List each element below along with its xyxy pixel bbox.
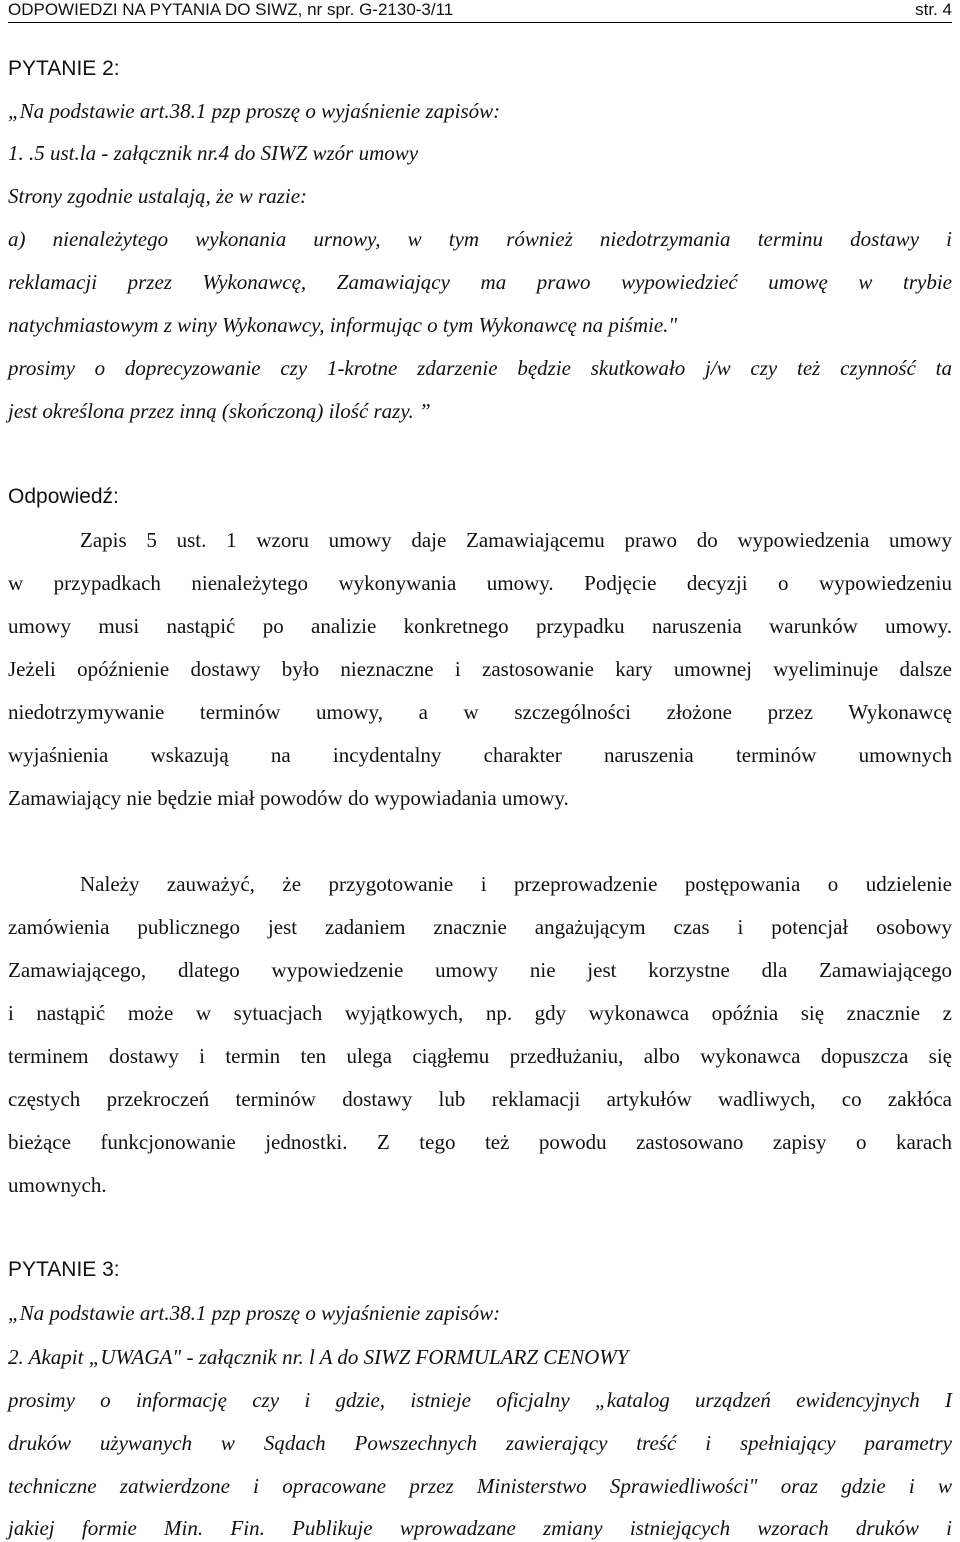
header-title: ODPOWIEDZI NA PYTANIA DO SIWZ, nr spr. G-2130-3/11 <box>8 0 454 19</box>
answer-line: i nastąpić może w sytuacjach wyjątkowych, np. gdy wykonawca opóźnia się znacznie z <box>8 1001 952 1025</box>
answer-line: terminem dostawy i termin ten ulega ciągłemu przedłużaniu, albo wykonawca dopuszcza się <box>8 1044 952 1068</box>
page-header <box>8 0 952 23</box>
question-3-line: „Na podstawie art.38.1 pzp proszę o wyjaśnienie zapisów: <box>8 1301 501 1325</box>
answer-line: Jeżeli opóźnienie dostawy było nieznaczne i zastosowanie kary umownej wyeliminuje dalsze <box>8 657 952 681</box>
question-3-line: jakiej formie Min. Fin. Publikuje wprowadzane zmiany istniejących wzorach druków i <box>8 1516 952 1540</box>
page-number: str. 4 <box>915 0 952 19</box>
answer-line: niedotrzymywanie terminów umowy, a w szczególności złożone przez Wykonawcę <box>8 700 952 724</box>
question-2-line: 1. .5 ust.la - załącznik nr.4 do SIWZ wzór umowy <box>8 141 419 165</box>
question-2-line: reklamacji przez Wykonawcę, Zamawiający ma prawo wypowiedzieć umowę w trybie <box>8 270 952 294</box>
question-2-line: natychmiastowym z winy Wykonawcy, informując o tym Wykonawcę na piśmie." <box>8 313 678 337</box>
answer-line: bieżące funkcjonowanie jednostki. Z tego też powodu zastosowano zapisy o karach <box>8 1130 952 1154</box>
answer-line: Zapis 5 ust. 1 wzoru umowy daje Zamawiającemu prawo do wypowiedzenia umowy <box>80 528 952 552</box>
answer-line: zamówienia publicznego jest zadaniem znacznie angażującym czas i potencjał osobowy <box>8 915 952 939</box>
answer-line: wyjaśnienia wskazują na incydentalny charakter naruszenia terminów umownych <box>8 743 952 767</box>
question-3-line: druków używanych w Sądach Powszechnych zawierający treść i spełniający parametry <box>8 1431 952 1455</box>
answer-heading: Odpowiedź: <box>8 485 119 508</box>
question-2-line: prosimy o doprecyzowanie czy 1-krotne zdarzenie będzie skutkowało j/w czy też czynność ta <box>8 356 952 380</box>
answer-line: Zamawiający nie będzie miał powodów do wypowiadania umowy. <box>8 786 569 810</box>
question-2-line: jest określona przez inną (skończoną) ilość razy. ” <box>8 399 431 423</box>
answer-line: umowy musi nastąpić po analizie konkretnego przypadku naruszenia warunków umowy. <box>8 614 952 638</box>
question-2-line: a) nienależytego wykonania urnowy, w tym również niedotrzymania terminu dostawy i <box>8 227 952 251</box>
question-2-line: „Na podstawie art.38.1 pzp proszę o wyjaśnienie zapisów: <box>8 99 501 123</box>
question-3-line: 2. Akapit „UWAGA" - załącznik nr. l A do SIWZ FORMULARZ CENOWY <box>8 1345 629 1369</box>
answer-line: w przypadkach nienależytego wykonywania umowy. Podjęcie decyzji o wypowiedzeniu <box>8 571 952 595</box>
answer-line: częstych przekroczeń terminów dostawy lub reklamacji artykułów wadliwych, co zakłóca <box>8 1087 952 1111</box>
answer-line: umownych. <box>8 1173 107 1197</box>
answer-line: Należy zauważyć, że przygotowanie i przeprowadzenie postępowania o udzielenie <box>80 872 952 896</box>
question-3-line: techniczne zatwierdzone i opracowane przez Ministerstwo Sprawiedliwości" oraz gdzie i w <box>8 1474 952 1498</box>
answer-line: Zamawiającego, dlatego wypowiedzenie umowy nie jest korzystne dla Zamawiającego <box>8 958 952 982</box>
question-2-heading: PYTANIE 2: <box>8 57 120 80</box>
question-3-heading: PYTANIE 3: <box>8 1258 120 1281</box>
question-2-line: Strony zgodnie ustalają, że w razie: <box>8 184 308 208</box>
question-3-line: prosimy o informację czy i gdzie, istnieje oficjalny „katalog urządzeń ewidencyjnych I <box>8 1388 952 1412</box>
